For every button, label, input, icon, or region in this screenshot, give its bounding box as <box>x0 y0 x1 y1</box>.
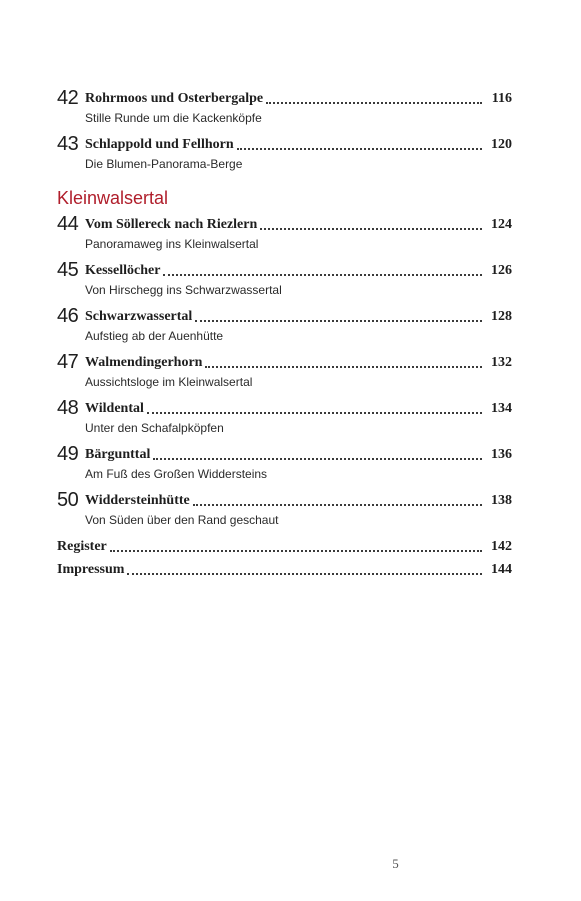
toc-entry-46[interactable] <box>57 302 512 343</box>
leader-dots <box>153 457 482 460</box>
leader-dots <box>237 147 482 150</box>
leader-dots <box>195 319 482 322</box>
entry-page-number: 132 <box>491 355 512 370</box>
entry-subtitle: Panoramaweg ins Kleinwalsertal <box>85 237 259 251</box>
entry-title: Schlappold und Fellhorn <box>85 137 234 152</box>
entry-title: Vom Söllereck nach Riezlern <box>85 217 258 232</box>
entry-page-number: 124 <box>491 217 512 232</box>
entry-title: Schwarzwassertal <box>85 309 193 324</box>
leader-dots <box>205 365 482 368</box>
folio-number: 5 <box>392 856 399 871</box>
entry-subtitle: Von Süden über den Rand geschaut <box>85 513 279 527</box>
leader-dots <box>110 549 482 552</box>
entry-subtitle: Stille Runde um die Kackenköpfe <box>85 111 262 125</box>
toc-entry-45[interactable] <box>57 256 512 297</box>
entry-subtitle: Aufstieg ab der Auenhütte <box>85 329 224 343</box>
entry-title: Rohrmoos und Osterbergalpe <box>85 91 264 106</box>
entry-number: 48 <box>57 397 79 419</box>
entry-page-number: 126 <box>491 263 512 278</box>
toc-entry-49[interactable] <box>57 440 512 481</box>
entry-number: 45 <box>57 259 79 281</box>
entry-subtitle: Am Fuß des Großen Widdersteins <box>85 467 268 481</box>
entry-number: 49 <box>57 443 79 465</box>
leader-dots <box>260 227 482 230</box>
leader-dots <box>163 273 482 276</box>
entry-title: Walmendingerhorn <box>85 355 203 370</box>
entry-title: Widdersteinhütte <box>85 493 190 508</box>
entry-number: 47 <box>57 351 79 373</box>
entry-subtitle: Unter den Schafalpköpfen <box>85 421 224 435</box>
toc-entry-50[interactable] <box>57 486 512 527</box>
leader-dots <box>147 411 482 414</box>
entry-title: Register <box>57 539 107 554</box>
entry-number: 46 <box>57 305 79 327</box>
entry-number: 44 <box>57 213 79 235</box>
toc-entry-impressum[interactable] <box>57 560 512 578</box>
entry-number: 43 <box>57 133 79 155</box>
entry-page-number: 138 <box>491 493 512 508</box>
entry-title: Wildental <box>85 401 144 416</box>
entry-page-number: 128 <box>491 309 512 324</box>
toc-entry-42[interactable] <box>57 84 512 125</box>
entry-title: Kessellöcher <box>85 263 161 278</box>
entry-title: Impressum <box>57 562 125 577</box>
entry-page-number: 144 <box>491 562 512 577</box>
toc-entry-47[interactable] <box>57 348 512 389</box>
entry-number: 42 <box>57 87 79 109</box>
entry-page-number: 136 <box>491 447 512 462</box>
leader-dots <box>266 101 482 104</box>
toc-entry-48[interactable] <box>57 394 512 435</box>
leader-dots <box>127 572 482 575</box>
entry-page-number: 120 <box>491 137 512 152</box>
entry-subtitle: Aussichtsloge im Kleinwalsertal <box>85 375 253 389</box>
page-folio <box>0 856 581 872</box>
toc-entry-44[interactable] <box>57 210 512 251</box>
toc-entry-register[interactable] <box>57 537 512 555</box>
entry-number: 50 <box>57 489 79 511</box>
section-heading: Kleinwalsertal <box>57 188 169 208</box>
entry-page-number: 116 <box>491 91 512 106</box>
toc-entry-43[interactable] <box>57 130 512 171</box>
entry-title: Bärgunttal <box>85 447 151 462</box>
entry-subtitle: Von Hirschegg ins Schwarzwassertal <box>85 283 282 297</box>
entry-subtitle: Die Blumen-Panorama-Berge <box>85 157 243 171</box>
entry-page-number: 134 <box>491 401 512 416</box>
entry-page-number: 142 <box>491 539 512 554</box>
leader-dots <box>193 503 482 506</box>
